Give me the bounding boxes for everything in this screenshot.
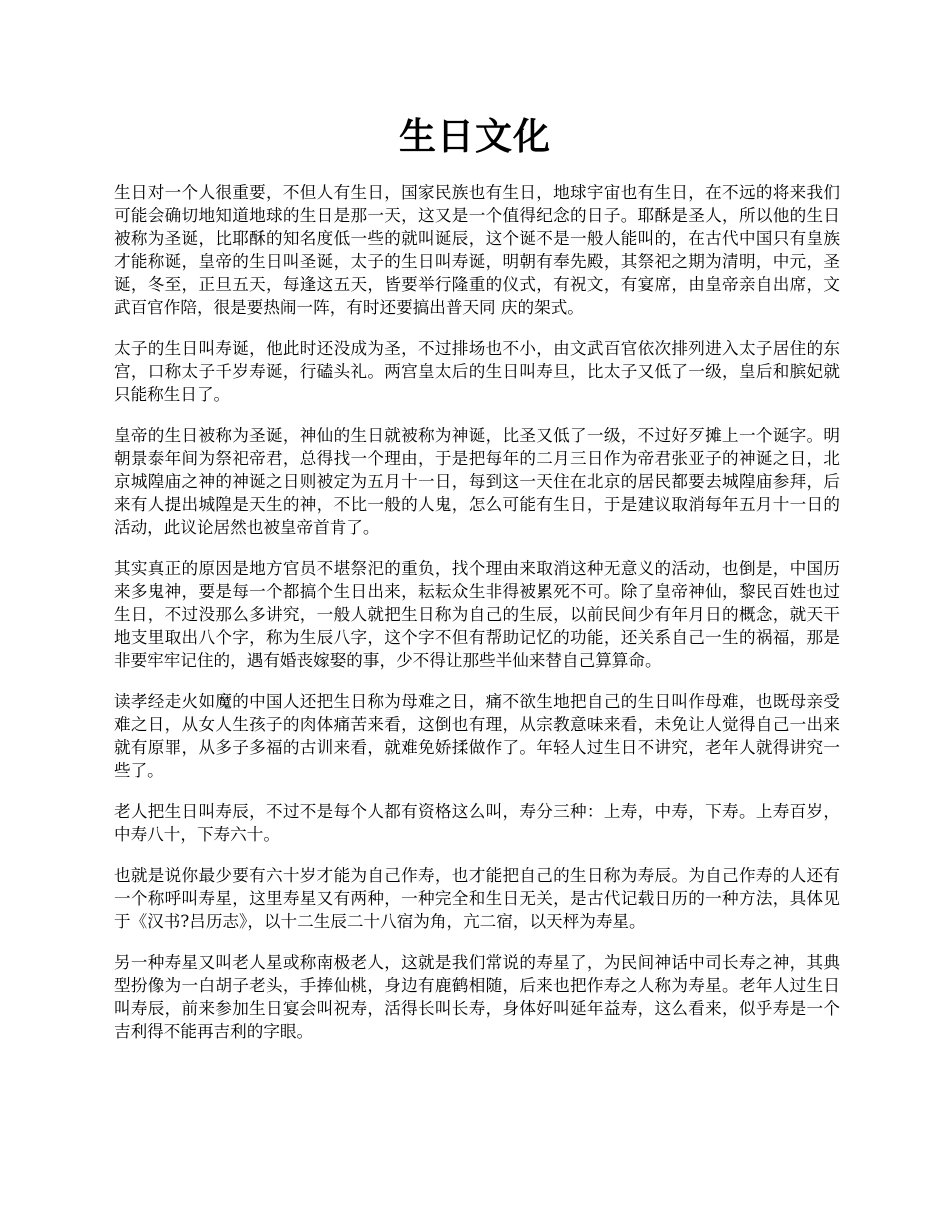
paragraph: 其实真正的原因是地方官员不堪祭汜的重负，找个理由来取消这种无意义的活动，也倒是，中国历来多鬼神，要是每一个都搞个生日出来，耘耘众生非得被累死不可。除了皇帝神仙，黎民百姓也过生日，不过没那么多讲究，一般人就把生日称为自己的生辰，以前民间少有年月日的概念，就天干地支里取出八个字，称为生辰八字，这个字不但有帮助记忆的功能，还关系自己一生的祸福，那是非要牢牢记住的，遇有婚丧嫁娶的事，少不得让那些半仙来替自己算算命。: [114, 559, 840, 670]
paragraph: 老人把生日叫寿辰，不过不是每个人都有资格这么叫，寿分三种：上寿，中寿，下寿。上寿百岁，中寿八十，下寿六十。: [114, 802, 840, 844]
document-title: 生日文化: [399, 114, 551, 158]
paragraph: 另一种寿星又叫老人星或称南极老人，这就是我们常说的寿星了，为民间神话中司长寿之神，其典型扮像为一白胡子老头，手捧仙桃，身边有鹿鹤相随，后来也把作寿之人称为寿星。老年人过生日叫寿辰，前来参加生日宴会叫祝寿，活得长叫长寿，身体好叫延年益寿，这么看来，似乎寿是一个吉利得不能再吉利的字眼。: [114, 953, 840, 1041]
document-body: [114, 181, 840, 1061]
paragraph: 也就是说你最少要有六十岁才能为自己作寿，也才能把自己的生日称为寿辰。为自己作寿的人还有一个称呼叫寿星，这里寿星又有两种，一种完全和生日无关，是古代记载日历的一种方法，具体见于《汉书?吕历志》，以十二生辰二十八宿为角，亢二宿，以天枰为寿星。: [114, 866, 840, 931]
paragraph: 太子的生日叫寿诞，他此时还没成为圣，不过排场也不小，由文武百官依次排列进入太子居住的东宫，口称太子千岁寿诞，行磕头礼。两宫皇太后的生日叫寿旦，比太子又低了一级，皇后和膑妃就只能称生日了。: [114, 339, 840, 404]
paragraph: 生日对一个人很重要，不但人有生日，国家民族也有生日，地球宇宙也有生日，在不远的将来我们可能会确切地知道地球的生日是那一天，这又是一个值得纪念的日子。耶酥是圣人，所以他的生日被称为圣诞，比耶酥的知名度低一些的就叫诞辰，这个诞不是一般人能叫的，在古代中国只有皇族才能称诞，皇帝的生日叫圣诞，太子的生日叫寿诞，明朝有奉先殿，其祭祀之期为清明，中元，圣诞，冬至，正旦五天，每逢这五天，皆要举行隆重的仪式，有祝文，有宴席，由皇帝亲自出席，文武百官作陪，很是要热闹一阵，有时还要搞出普天同 庆的架式。: [114, 183, 840, 317]
paragraph: 皇帝的生日被称为圣诞，神仙的生日就被称为神诞，比圣又低了一级，不过好歹摊上一个诞字。明朝景泰年间为祭祀帝君，总得找一个理由，于是把每年的二月三日作为帝君张亚子的神诞之日，北京城隍庙之神的神诞之日则被定为五月十一日，每到这一天住在北京的居民都要去城隍庙参拜，后来有人提出城隍是天生的神，不比一般的人鬼，怎么可能有生日，于是建议取消每年五月十一日的活动，此议论居然也被皇帝首肯了。: [114, 426, 840, 537]
paragraph: 读孝经走火如魔的中国人还把生日称为母难之日，痛不欲生地把自己的生日叫作母难，也既母亲受难之日，从女人生孩子的肉体痛苦来看，这倒也有理，从宗教意味来看，未免让人觉得自己一出来就有原罪，从多子多福的古训来看，就难免娇揉做作了。年轻人过生日不讲究，老年人就得讲究一些了。: [114, 692, 840, 780]
